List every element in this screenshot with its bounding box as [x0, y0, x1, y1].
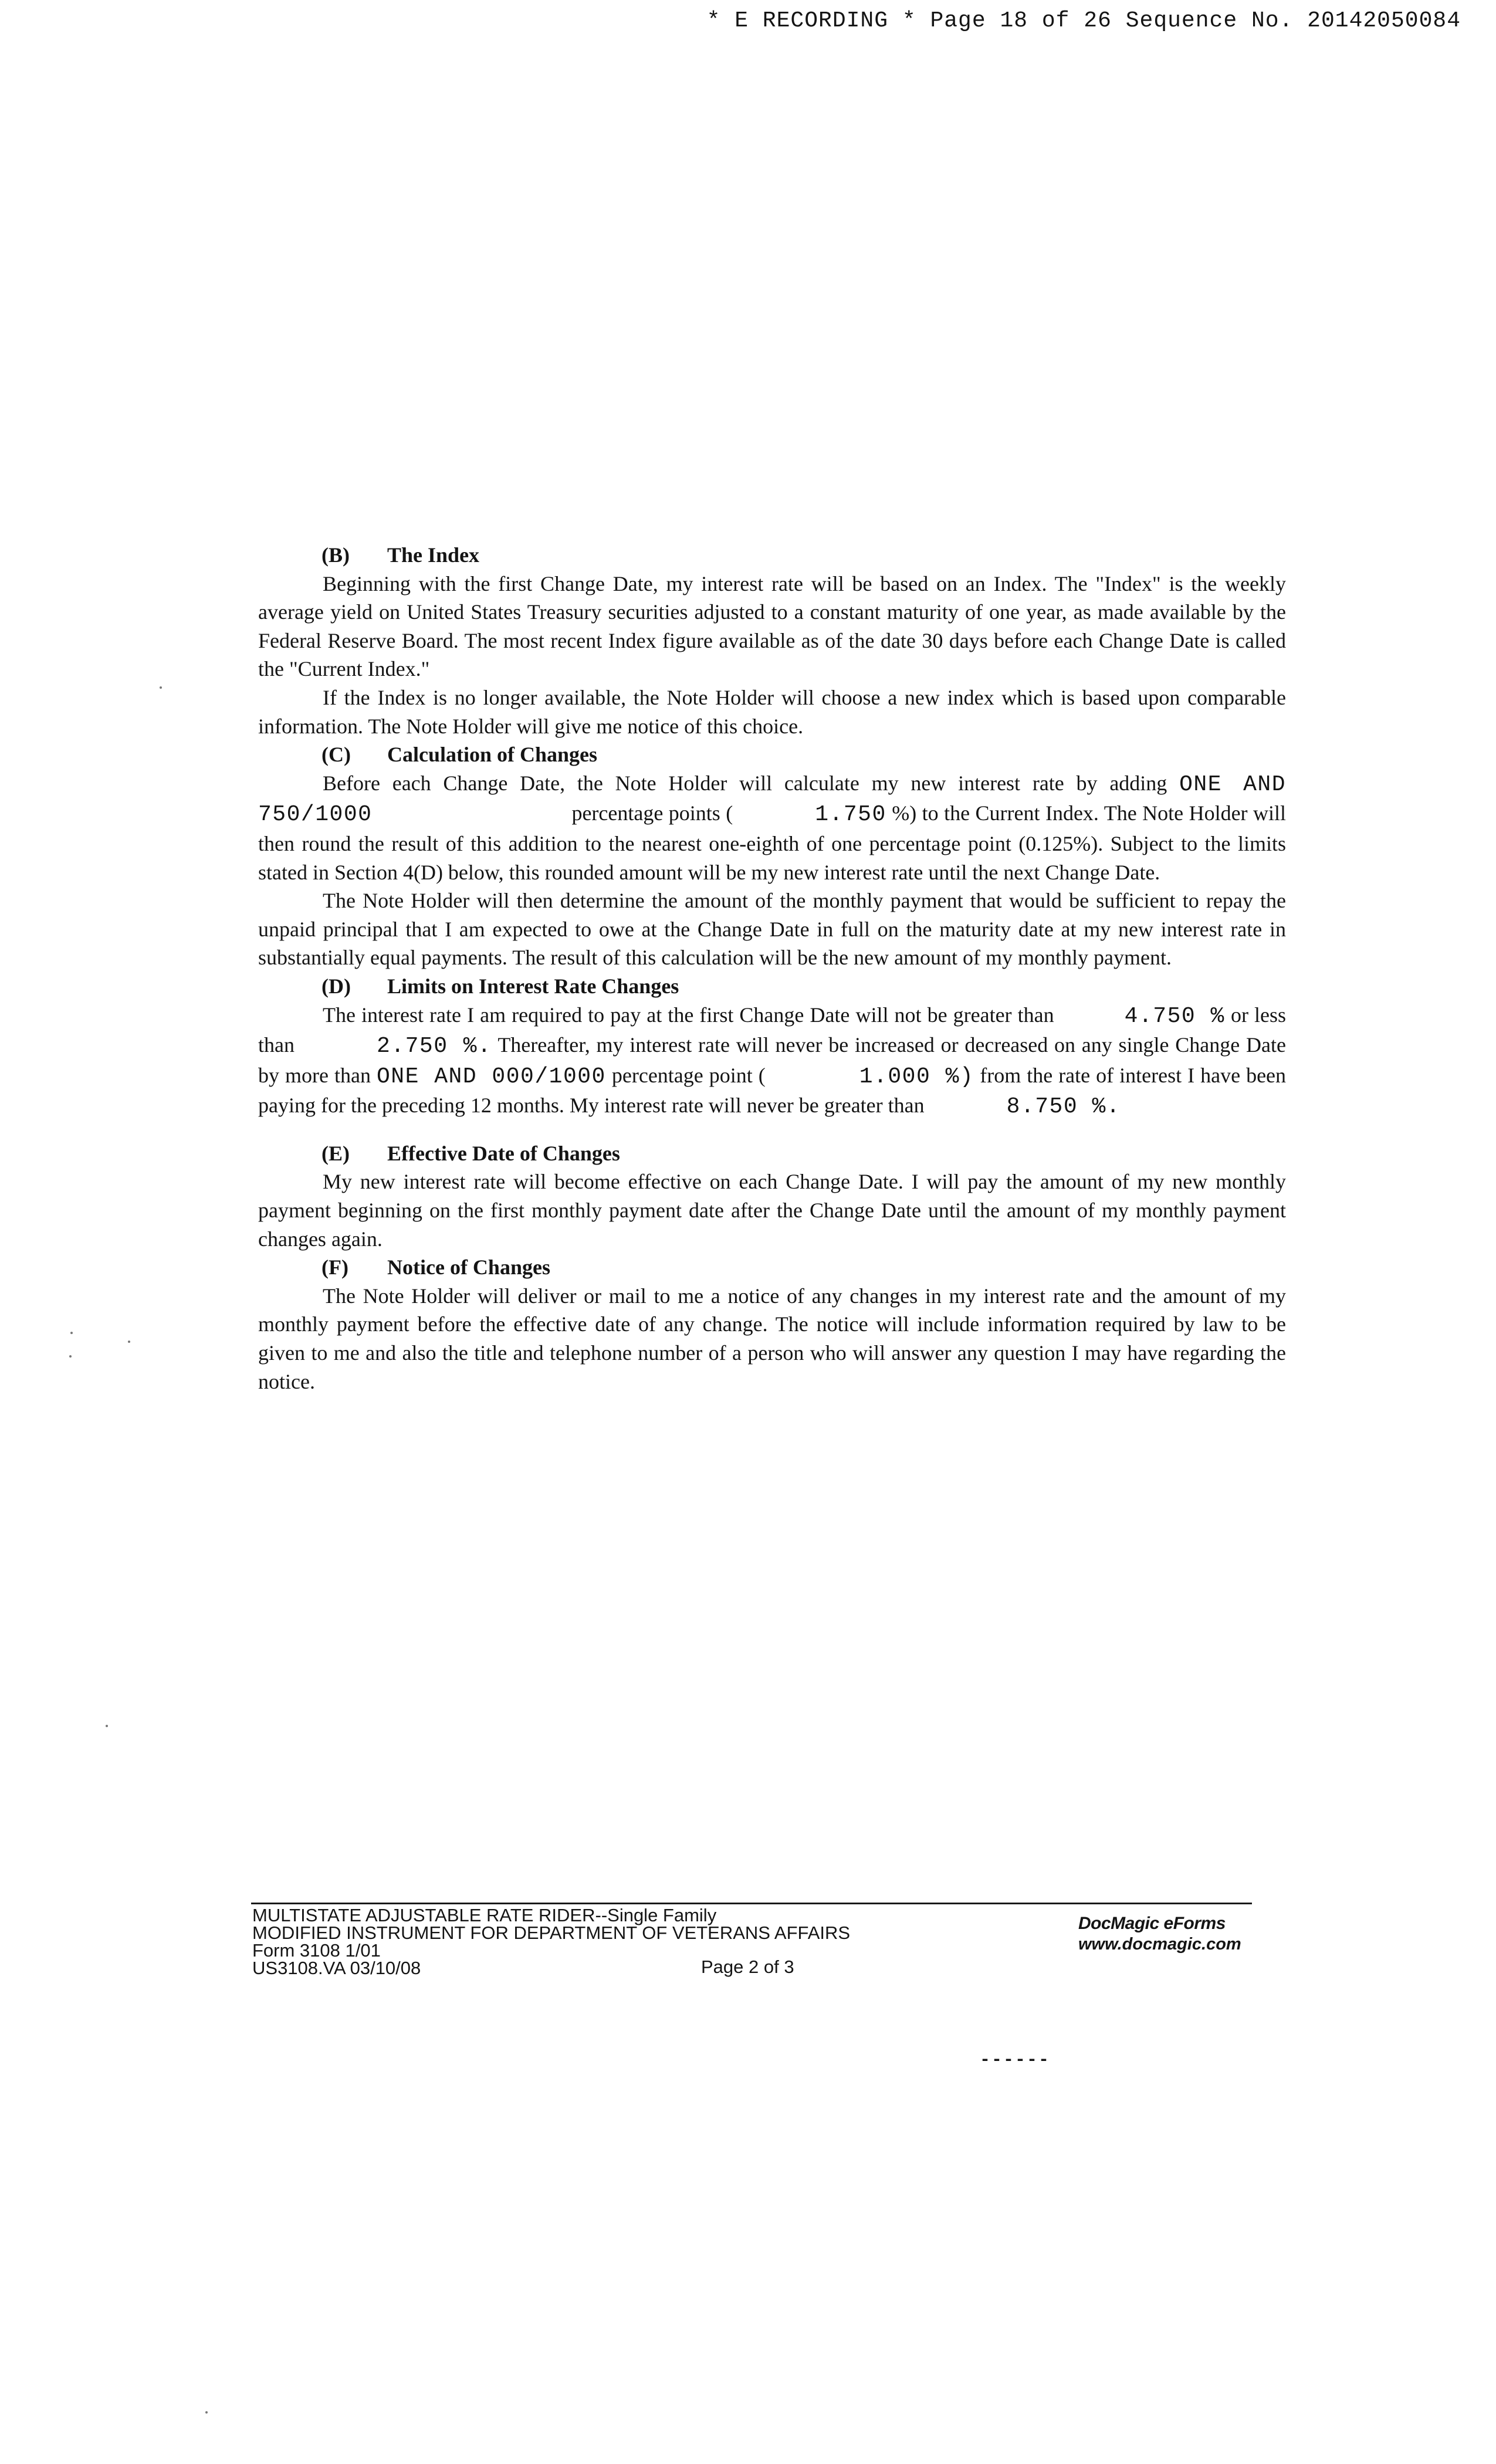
- section-f-letter: (F): [321, 1255, 348, 1280]
- footer-form-number: Form 3108 1/01: [252, 1940, 381, 1961]
- section-d-text-b: or less than: [258, 1003, 1287, 1057]
- section-b-letter: (B): [321, 543, 350, 567]
- periodic-cap-words: ONE AND 000/1000: [376, 1064, 606, 1089]
- section-d-title: Limits on Interest Rate Changes: [387, 974, 679, 998]
- section-e-paragraph-1: My new interest rate will become effective on each Change Date. I will pay the amount of my new monthly payment beginning on the first monthly payment date after the Change Date until the amount of my monthly payment changes again.: [258, 1170, 1286, 1251]
- footer-form-title: MULTISTATE ADJUSTABLE RATE RIDER--Single Family: [252, 1905, 717, 1925]
- rider-body: [258, 541, 1286, 1396]
- footer-form-subtitle: MODIFIED INSTRUMENT FOR DEPARTMENT OF VETERANS AFFAIRS: [252, 1923, 851, 1943]
- section-c-text-c: %) to the Current Index. The Note Holder will then round the result of this addition to the nearest one-eighth of one percentage point (0.125%). Subject to the limits stated in Section 4(D) below, this rounded amount will be my new interest rate until the next Change Date.: [258, 801, 1286, 884]
- lifetime-cap-rate: 8.750 %.: [1006, 1094, 1121, 1120]
- section-c-paragraph-1: [258, 769, 1286, 886]
- footer-form-code: US3108.VA 03/10/08: [252, 1958, 421, 1978]
- section-d-text-c: Thereafter, my interest rate will never be increased or decreased on any single Change Date by more than: [258, 1033, 1286, 1087]
- section-d-text-d: percentage point (: [611, 1063, 766, 1087]
- section-d-text-a: The interest rate I am required to pay at the first Change Date will not be greater than: [323, 1003, 1054, 1027]
- section-b-paragraph-1: Beginning with the first Change Date, my interest rate will be based on an Index. The "Index" is the weekly average yield on United States Treasury securities adjusted to a constant maturity of one year, as made available by the Federal Reserve Board. The most recent Index figure available as of the date 30 days before each Change Date is called the "Current Index.": [258, 571, 1286, 681]
- section-f-heading: [258, 1253, 1286, 1282]
- footer-rule: [251, 1903, 1252, 1904]
- margin-percent: 1.750: [815, 802, 886, 828]
- scan-speck: [70, 1332, 73, 1334]
- section-d-text-e: from the rate of interest I have been paying for the preceding 12 months. My interest rate will never be greater than: [258, 1063, 1287, 1118]
- section-d-heading: [258, 972, 1286, 1001]
- section-b-paragraph-2: If the Index is no longer available, the Note Holder will choose a new index which is based upon comparable information. The Note Holder will give me notice of this choice.: [258, 685, 1286, 738]
- first-change-max-rate: 4.750 %: [1124, 1003, 1225, 1029]
- section-e-heading: [258, 1139, 1286, 1168]
- section-f-paragraph-1: The Note Holder will deliver or mail to me a notice of any changes in my interest rate and the amount of my monthly payment before the effective date of any change. The notice will include information required by law to be given to me and also the title and telephone number of a person who will answer any question I may have regarding the notice.: [258, 1284, 1286, 1393]
- dash-mark: ------: [980, 2050, 1051, 2070]
- docmagic-url: www.docmagic.com: [1078, 1935, 1241, 1954]
- section-c-letter: (C): [321, 743, 351, 767]
- first-change-min-rate: 2.750 %.: [376, 1034, 492, 1060]
- section-c-text-b: percentage points (: [571, 801, 733, 825]
- margin-words: ONE AND 750/1000: [258, 771, 1286, 828]
- section-e-letter: (E): [321, 1141, 350, 1165]
- section-e-title: Effective Date of Changes: [387, 1141, 620, 1165]
- section-c-heading: [258, 740, 1286, 769]
- scan-speck: [69, 1355, 72, 1358]
- scan-speck: [128, 1341, 130, 1343]
- section-c-paragraph-2: The Note Holder will then determine the amount of the monthly payment that would be sufficient to repay the unpaid principal that I am expected to owe at the Change Date in full on the maturity date at my new interest rate in substantially equal payments. The result of this calculation will be the new amount of my monthly payment.: [258, 889, 1286, 970]
- scan-speck: [205, 2411, 208, 2414]
- footer-page-number: Page 2 of 3: [701, 1957, 794, 1977]
- periodic-cap-percent: 1.000 %): [859, 1064, 974, 1089]
- section-d-paragraph-1: [258, 1001, 1286, 1122]
- scan-speck: [106, 1725, 108, 1727]
- section-c-title: Calculation of Changes: [387, 743, 598, 767]
- section-b-heading: [258, 541, 1286, 570]
- section-d-letter: (D): [321, 974, 351, 998]
- recording-header: * E RECORDING * Page 18 of 26 Sequence No. 20142050084: [706, 8, 1461, 33]
- docmagic-logo: DocMagic eForms: [1078, 1914, 1226, 1933]
- section-b-title: The Index: [387, 543, 480, 567]
- section-c-text-a: Before each Change Date, the Note Holder will calculate my new interest rate by adding: [323, 771, 1167, 795]
- scan-speck: [160, 686, 162, 689]
- section-f-title: Notice of Changes: [387, 1255, 550, 1280]
